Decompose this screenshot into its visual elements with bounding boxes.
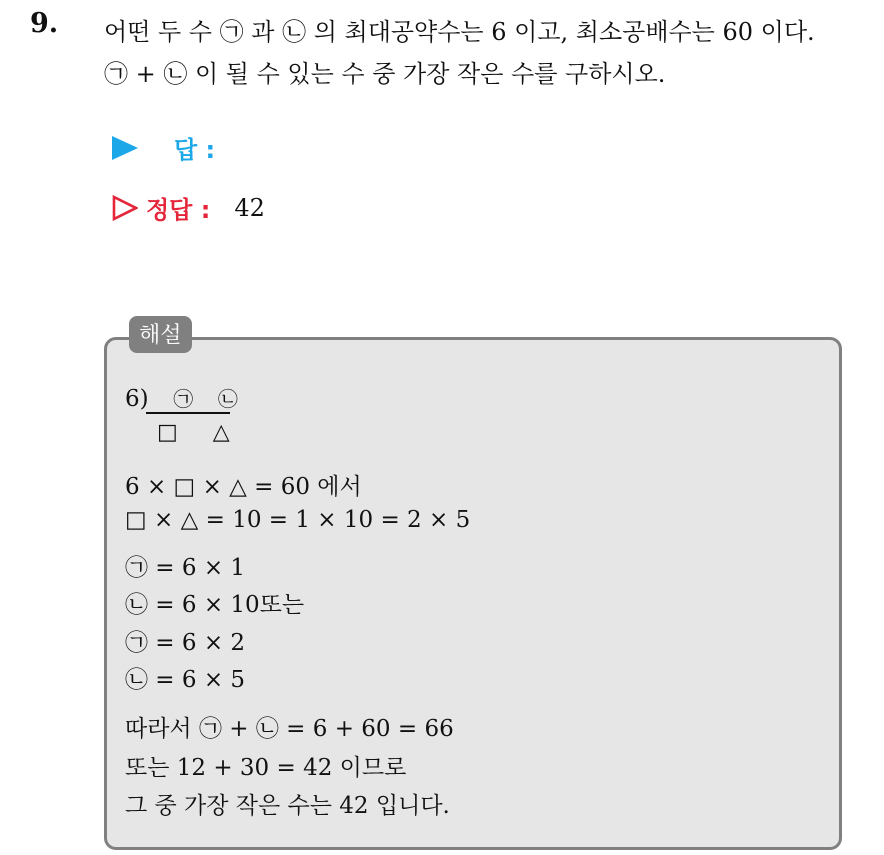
dividend-a: ㉠ [173,387,194,411]
solution-line-8: 또는 12 + 30 = 42 이므로 [125,755,407,781]
answer-row [112,130,215,165]
division-divisor [125,383,240,412]
answer-label: 답 : [174,136,216,164]
correct-answer-value: 42 [234,193,265,222]
solution-line-6: ㉡ = 6 × 5 [125,667,246,693]
correct-answer-row [112,190,265,225]
solution-tag: 해설 [129,316,192,353]
problem-number: 9. [30,8,59,39]
correct-arrow-icon [112,195,138,221]
dividend-b: ㉡ [217,387,238,411]
solution-line-4: ㉡ = 6 × 10또는 [125,592,305,618]
solution-line-5: ㉠ = 6 × 2 [125,630,246,656]
solution-line-1: 6 × □ × △ = 60 에서 [125,474,362,500]
solution-line-7: 따라서 ㉠ + ㉡ = 6 + 60 = 66 [125,716,454,742]
answer-arrow-icon [112,136,138,160]
division-bar [146,412,230,414]
divisor: 6) [125,386,149,412]
solution-line-2: □ × △ = 10 = 1 × 10 = 2 × 5 [125,507,471,533]
correct-answer-label: 정답 : [146,196,211,224]
solution-line-9: 그 중 가장 작은 수는 42 입니다. [125,793,450,819]
solution-line-3: ㉠ = 6 × 1 [125,555,246,581]
question-line-2: ㉠ + ㉡ 이 될 수 있는 수 중 가장 작은 수를 구하시오. [104,60,666,88]
question-line-1: 어떤 두 수 ㉠ 과 ㉡ 의 최대공약수는 6 이고, 최소공배수는 60 이다. [104,18,815,46]
quotient: □ △ [157,420,244,445]
